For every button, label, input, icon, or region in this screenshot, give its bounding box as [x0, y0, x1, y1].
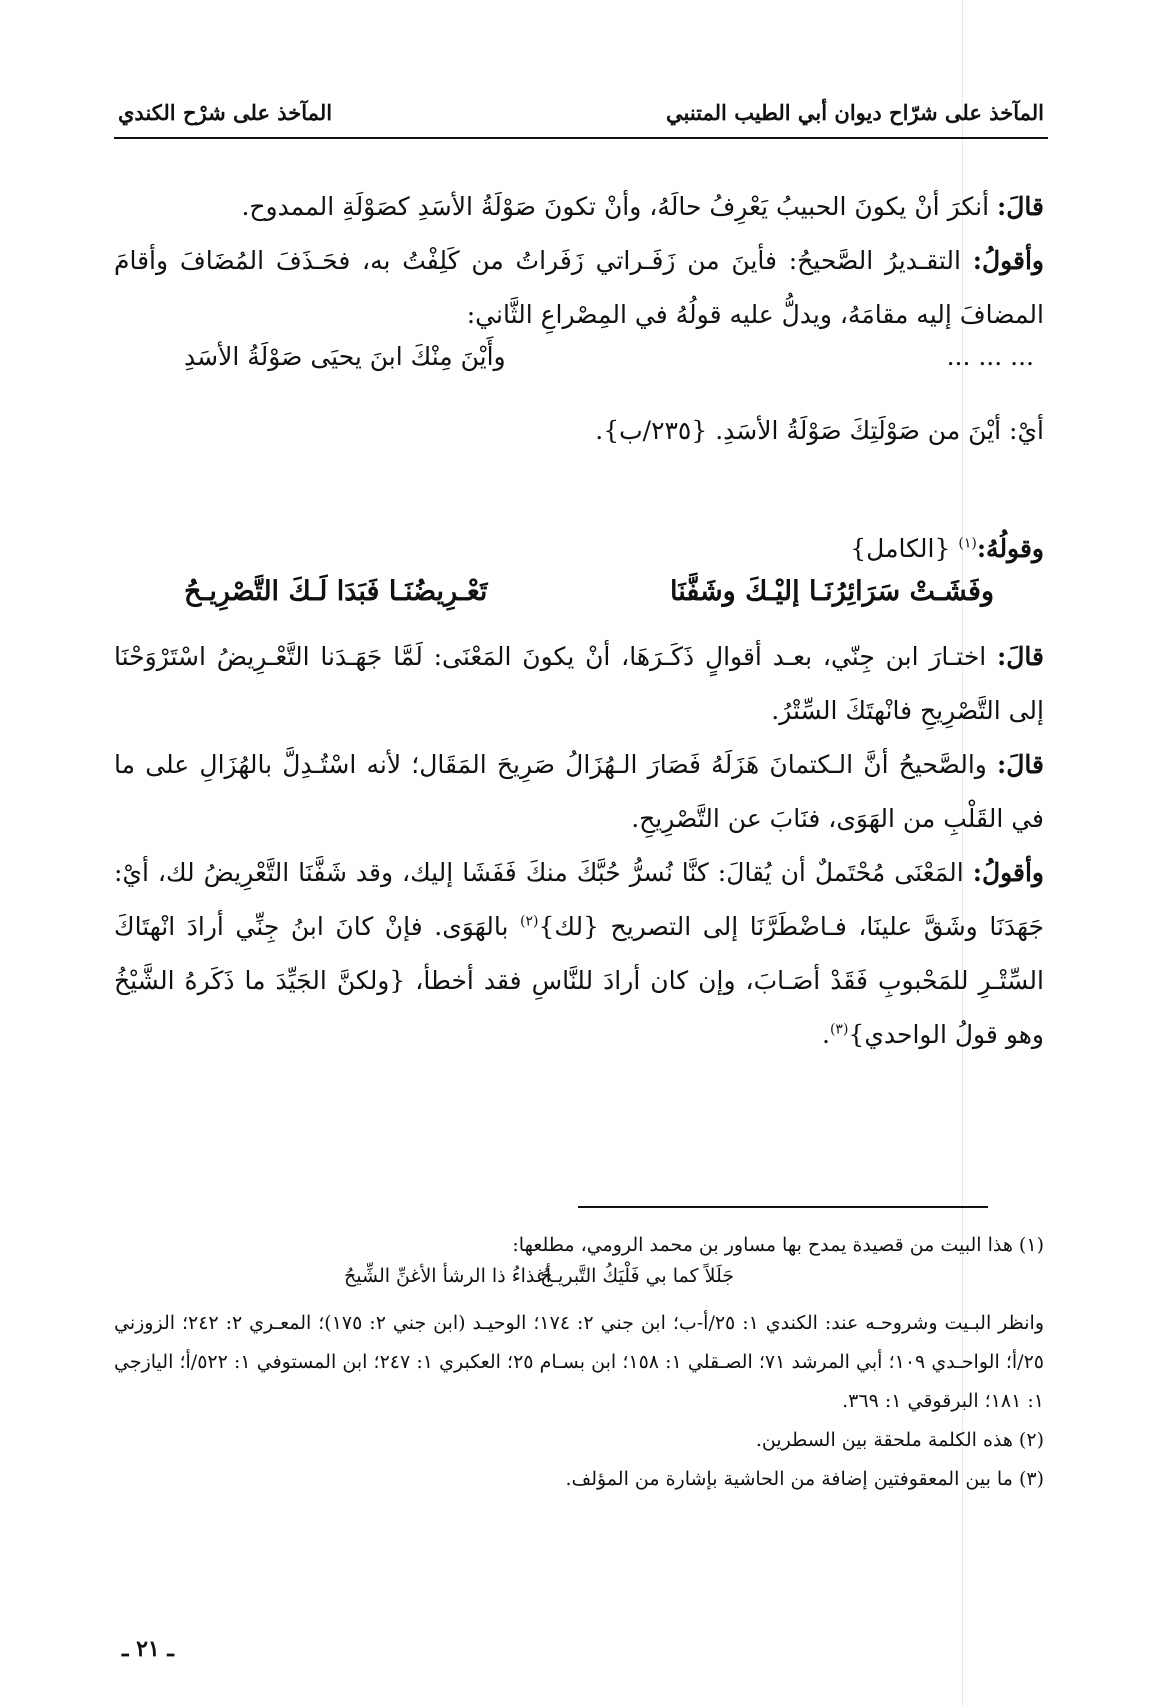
verse-second-hemistich: وأَيْنَ مِنْكَ ابنَ يحيَى صَوْلَةُ الأسَدِ	[184, 342, 506, 371]
keyword-qala: قالَ:	[997, 750, 1044, 779]
verse-quote	[114, 342, 1044, 396]
footnote-verse	[114, 1265, 1044, 1304]
page-number: ـ ٢١ ـ	[122, 1636, 174, 1662]
paragraph-text: .	[822, 1020, 830, 1049]
footnote-1-sources	[114, 1304, 1044, 1421]
main-verse	[114, 576, 1044, 630]
footnote-1	[114, 1226, 1044, 1265]
verse-first-hemistich: وفَشَـتْ سَرَائِرُنَـا إليْـكَ وشَفَّنَا	[670, 576, 994, 607]
paragraph-text: أنكرَ أنْ يكونَ الحبيبُ يَعْرِفُ حالَهُ، وأنْ تكونَ صَوْلَةُ الأسَدِ كصَوْلَةِ الممدوح.	[241, 192, 998, 221]
paragraph-text: بالهَوَى. فإنْ كانَ ابنُ جِنِّي أرادَ انْهتَاكَ السِّتْـرِ للمَحْبوبِ فَقَدْ أصَـابَ، وإن كان أرادَ للنَّاسِ فقد أخطأ، {ولكنَّ الجَيِّدَ ما ذَكَرهُ الشَّيْخُ وهو قولُ الواحدي}	[114, 912, 1044, 1049]
verse-second-hemistich: أغذاءُ ذا الرشأ الأغنِّ الشِّيحُ	[344, 1265, 552, 1287]
footnote-text: وانظر البـيت وشروحـه عند: الكندي ١: ٢٥/أ-ب؛ ابن جني ٢: ١٧٤؛ الوحيـد (ابن جني ٢: ١٧٥)؛ المعـري ٢: ٢٤٢؛ الزوزني ٢٥/أ؛ الواحـدي ١٠٩؛ أبي المرشد ٧١؛ الصـقلي ١: ١٥٨؛ ابن بسـام ٢٥؛ العكبري ١: ٢٤٧؛ ابن المستوفي ١: ٥٢٢/أ؛ اليازجي ١: ١٨١؛ البرقوقي ١: ٣٦٩.	[114, 1312, 1045, 1412]
footnote-3	[114, 1460, 1044, 1499]
footnote-ref-2: (٢)	[520, 913, 539, 930]
footnote-2	[114, 1421, 1044, 1460]
header-section-title: المآخذ على شرْح الكندي	[118, 100, 333, 125]
paragraph-4	[114, 522, 1044, 576]
meter-name: {الكامل}	[850, 534, 959, 563]
paragraph-text: المَعْنَى مُحْتَملٌ أن يُقالَ: كنَّا نُسرُّ حُبَّكَ منكَ فَفَشَا إليك، وقد شَفَّنَا التَّعْرِيضُ لك، أيْ: جَهَدَنَا وشَقَّ علينَا، فـاضْطَرَّنَا إلى التصريح {لك}	[114, 858, 1044, 941]
verse-first-hemistich: ... ... ...	[946, 342, 1034, 371]
paragraph-6	[114, 738, 1044, 846]
keyword-qala: قالَ:	[997, 192, 1044, 221]
paragraph-3	[114, 404, 1044, 458]
paragraph-text: التقـديرُ الصَّحيحُ: فأينَ من زَفَـراتي زَفَراتُ من كَلِفْتُ به، فحَـذَفَ المُضَافَ وأقامَ المضافَ إليه مقامَهُ، ويدلُّ عليه قولُهُ في المِصْراعِ الثَّاني:	[114, 246, 1044, 329]
paragraph-7	[114, 846, 1044, 1062]
keyword-qala: قالَ:	[997, 642, 1044, 671]
footnotes	[114, 1226, 1044, 1499]
running-header	[118, 100, 1044, 136]
footnote-ref-3: (٣)	[829, 1021, 849, 1038]
footnote-rule	[578, 1206, 988, 1208]
footnote-text: (٢) هذه الكلمة ملحقة بين السطرين.	[755, 1429, 1044, 1451]
paragraph-2	[114, 234, 1044, 342]
paragraph-text: اختـارَ ابن جِنّي، بعـد أقوالٍ ذَكَـرَهَا، أنْ يكونَ المَعْنَى: لَمَّا جَهَـدَنا التَّعْـرِيضُ اسْتَرْوَحْنَا إلى التَّصْرِيحِ فانْهتَكَ السِّتْرُ.	[114, 642, 1044, 725]
keyword-aqulu: وأقولُ:	[972, 858, 1044, 887]
main-text	[114, 180, 1044, 1062]
paragraph-5	[114, 630, 1044, 738]
footnote-text: (٣) ما بين المعقوفتين إضافة من الحاشية بإشارة من المؤلف.	[565, 1468, 1044, 1490]
header-book-title: المآخذ على شرّاح ديوان أبي الطيب المتنبي	[666, 100, 1044, 125]
footnote-text: (١) هذا البيت من قصيدة يمدح بها مساور بن محمد الرومي، مطلعها:	[512, 1234, 1044, 1256]
keyword-qawluhu: وقولُهُ:	[976, 534, 1044, 563]
keyword-aqulu: وأقولُ:	[972, 246, 1044, 275]
paragraph-1	[114, 180, 1044, 234]
paragraph-text: أيْ: أيْنَ من صَوْلَتِكَ صَوْلَةُ الأسَدِ. {٢٣٥/ب}.	[595, 416, 1044, 445]
spacer	[114, 458, 1044, 522]
footnote-ref-1: (١)	[958, 535, 977, 552]
verse-second-hemistich: تَعْـرِيضُنَـا فَبَدَا لَـكَ التَّصْرِيـحُ	[184, 576, 488, 607]
header-rule	[114, 137, 1048, 139]
paragraph-text: والصَّحيحُ أنَّ الـكتمانَ هَزَلَهُ فَصَارَ الـهُزَالُ صَرِيحَ المَقَال؛ لأنه اسْتُـدِلَّ بالهُزَالِ على ما في القَلْبِ من الهَوَى، فنَابَ عن التَّصْرِيحِ.	[114, 750, 1044, 833]
verse-first-hemistich: جَلَلاً كما بي فَلْيَكُ التَّبريـحُ	[540, 1265, 734, 1287]
